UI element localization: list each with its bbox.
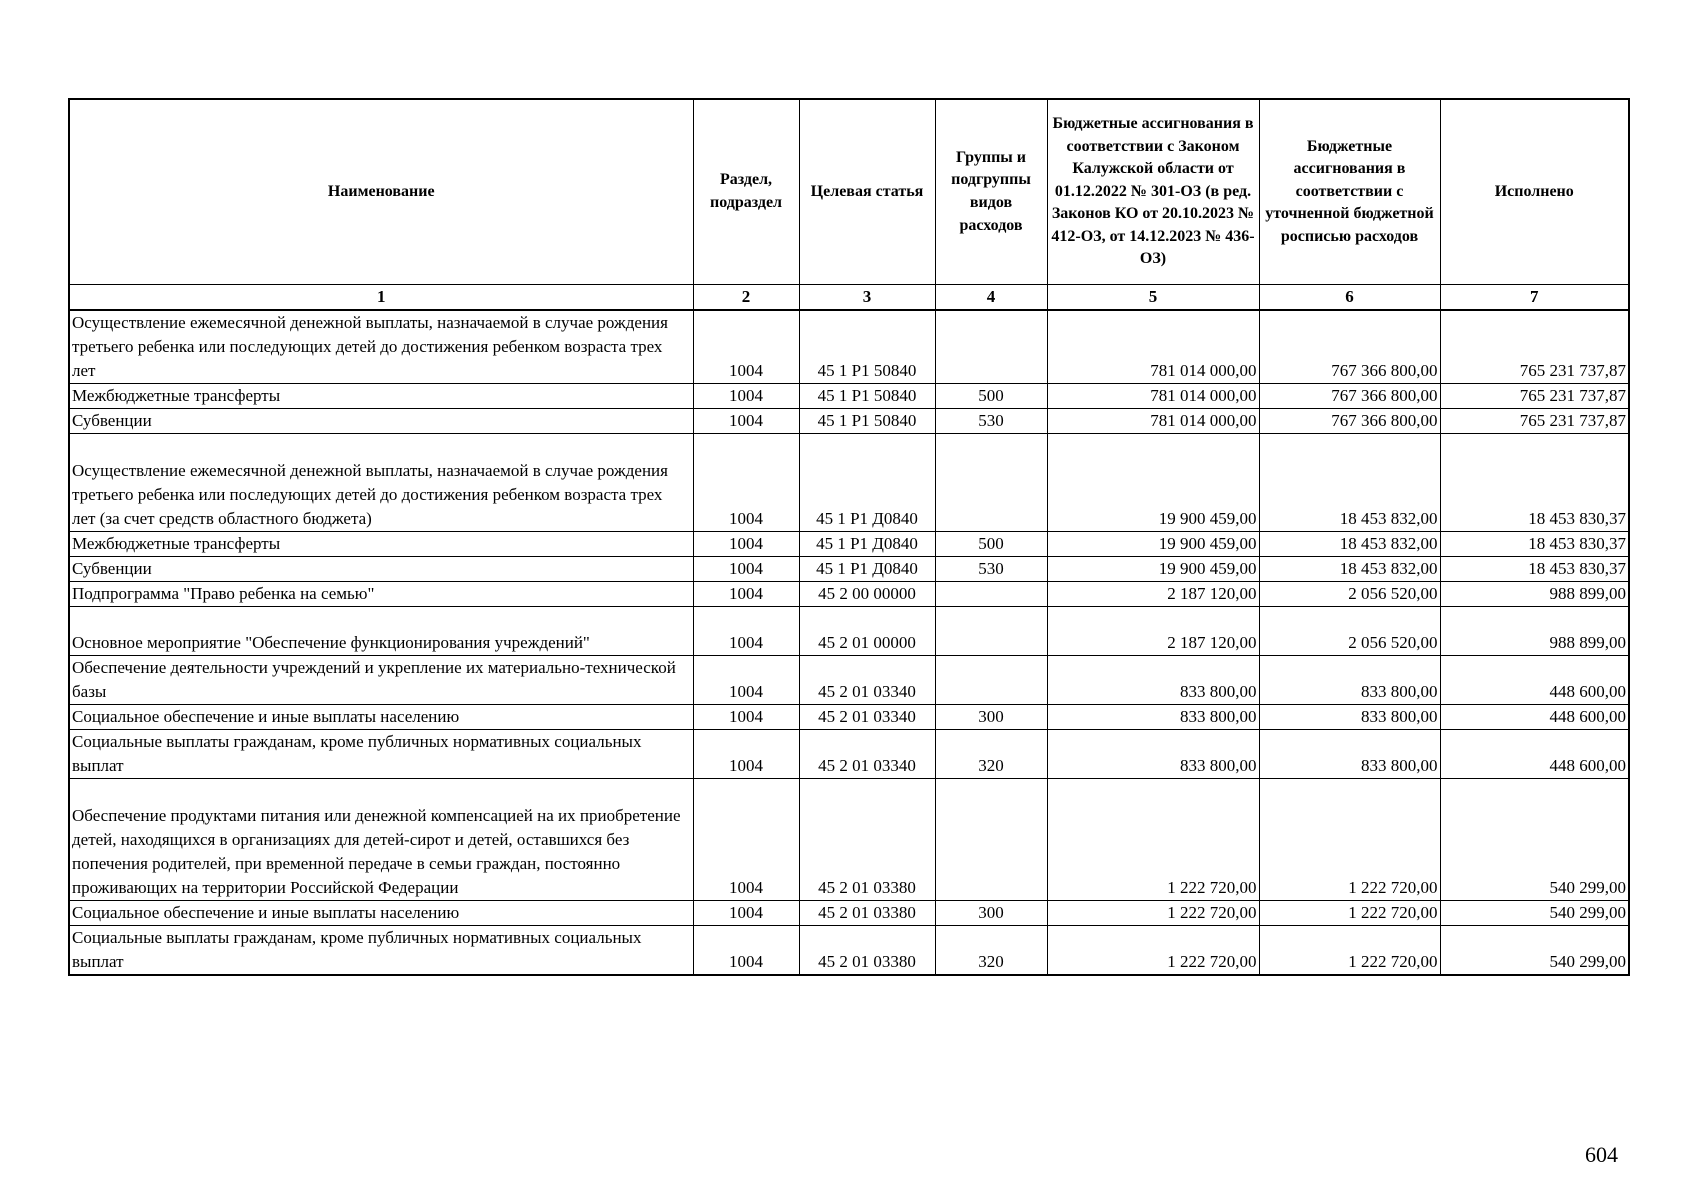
table-row — [69, 607, 1629, 656]
row-budget-plan: 1 222 720,00 — [1259, 901, 1440, 926]
row-target-article: 45 2 01 03340 — [799, 705, 935, 730]
row-target-article: 45 1 P1 Д0840 — [799, 434, 935, 532]
header-budget-plan: Бюджетные ассигнования в соответствии с уточненной бюджетной росписью расходов — [1259, 99, 1440, 285]
column-number: 2 — [693, 285, 799, 311]
row-budget-plan: 767 366 800,00 — [1259, 409, 1440, 434]
row-name: Социальные выплаты гражданам, кроме публичных нормативных социальных выплат — [69, 730, 693, 779]
row-name: Основное мероприятие "Обеспечение функционирования учреждений" — [69, 607, 693, 656]
row-budget-plan: 2 056 520,00 — [1259, 582, 1440, 607]
row-name: Межбюджетные трансферты — [69, 532, 693, 557]
row-section: 1004 — [693, 434, 799, 532]
column-number: 1 — [69, 285, 693, 311]
column-number-row — [69, 285, 1629, 311]
table-row — [69, 705, 1629, 730]
table-row — [69, 532, 1629, 557]
row-target-article: 45 1 P1 Д0840 — [799, 557, 935, 582]
header-section: Раздел, подраздел — [693, 99, 799, 285]
table-row — [69, 656, 1629, 705]
row-section: 1004 — [693, 779, 799, 901]
row-name: Осуществление ежемесячной денежной выплаты, назначаемой в случае рождения третьего ребенка или последующих детей до достижения ребенком возраста трех лет (за счет средств областного бюджета) — [69, 434, 693, 532]
row-budget-law: 19 900 459,00 — [1047, 532, 1259, 557]
table-row — [69, 409, 1629, 434]
row-section: 1004 — [693, 656, 799, 705]
row-target-article: 45 2 01 03340 — [799, 730, 935, 779]
row-budget-law: 2 187 120,00 — [1047, 607, 1259, 656]
row-executed: 18 453 830,37 — [1440, 434, 1629, 532]
table-row — [69, 901, 1629, 926]
row-section: 1004 — [693, 384, 799, 409]
column-number: 5 — [1047, 285, 1259, 311]
column-number: 7 — [1440, 285, 1629, 311]
row-expense-group: 320 — [935, 926, 1047, 976]
row-executed: 18 453 830,37 — [1440, 557, 1629, 582]
row-budget-plan: 833 800,00 — [1259, 656, 1440, 705]
row-target-article: 45 2 01 03380 — [799, 901, 935, 926]
row-budget-law: 833 800,00 — [1047, 705, 1259, 730]
row-budget-plan: 833 800,00 — [1259, 705, 1440, 730]
row-section: 1004 — [693, 730, 799, 779]
row-executed: 988 899,00 — [1440, 582, 1629, 607]
row-expense-group — [935, 582, 1047, 607]
header-expense-groups: Группы и подгруппы видов расходов — [935, 99, 1047, 285]
row-section: 1004 — [693, 310, 799, 384]
row-expense-group: 500 — [935, 384, 1047, 409]
row-target-article: 45 1 P1 50840 — [799, 384, 935, 409]
row-budget-plan: 1 222 720,00 — [1259, 779, 1440, 901]
row-target-article: 45 2 01 00000 — [799, 607, 935, 656]
row-name: Обеспечение деятельности учреждений и укрепление их материально-технической базы — [69, 656, 693, 705]
row-expense-group — [935, 656, 1047, 705]
row-target-article: 45 2 01 03380 — [799, 926, 935, 976]
column-number: 4 — [935, 285, 1047, 311]
row-executed: 448 600,00 — [1440, 730, 1629, 779]
row-section: 1004 — [693, 705, 799, 730]
row-expense-group: 320 — [935, 730, 1047, 779]
row-name: Обеспечение продуктами питания или денежной компенсацией на их приобретение детей, находящихся в организациях для детей-сирот и детей, оставшихся без попечения родителей, при временной передаче в семьи граждан, постоянно проживающих на территории Российской Федерации — [69, 779, 693, 901]
table-row — [69, 779, 1629, 901]
row-target-article: 45 2 01 03340 — [799, 656, 935, 705]
row-budget-plan: 18 453 832,00 — [1259, 557, 1440, 582]
row-budget-law: 1 222 720,00 — [1047, 926, 1259, 976]
header-target-article: Целевая статья — [799, 99, 935, 285]
row-budget-law: 781 014 000,00 — [1047, 409, 1259, 434]
row-expense-group — [935, 779, 1047, 901]
table-row — [69, 926, 1629, 976]
header-executed: Исполнено — [1440, 99, 1629, 285]
row-budget-plan: 767 366 800,00 — [1259, 310, 1440, 384]
row-section: 1004 — [693, 532, 799, 557]
row-budget-plan: 1 222 720,00 — [1259, 926, 1440, 976]
row-budget-law: 833 800,00 — [1047, 730, 1259, 779]
row-section: 1004 — [693, 557, 799, 582]
row-executed: 988 899,00 — [1440, 607, 1629, 656]
row-budget-law: 833 800,00 — [1047, 656, 1259, 705]
row-target-article: 45 1 P1 50840 — [799, 310, 935, 384]
row-section: 1004 — [693, 582, 799, 607]
row-executed: 765 231 737,87 — [1440, 409, 1629, 434]
header-name: Наименование — [69, 99, 693, 285]
row-executed: 540 299,00 — [1440, 926, 1629, 976]
row-section: 1004 — [693, 409, 799, 434]
row-expense-group — [935, 607, 1047, 656]
row-section: 1004 — [693, 901, 799, 926]
row-target-article: 45 2 00 00000 — [799, 582, 935, 607]
row-name: Социальные выплаты гражданам, кроме публичных нормативных социальных выплат — [69, 926, 693, 976]
row-budget-law: 19 900 459,00 — [1047, 434, 1259, 532]
row-section: 1004 — [693, 926, 799, 976]
row-executed: 448 600,00 — [1440, 656, 1629, 705]
page-number: 604 — [1585, 1142, 1618, 1167]
row-executed: 540 299,00 — [1440, 901, 1629, 926]
row-expense-group: 300 — [935, 705, 1047, 730]
row-name: Подпрограмма "Право ребенка на семью" — [69, 582, 693, 607]
row-budget-law: 19 900 459,00 — [1047, 557, 1259, 582]
table-row — [69, 730, 1629, 779]
row-budget-plan: 767 366 800,00 — [1259, 384, 1440, 409]
row-target-article: 45 2 01 03380 — [799, 779, 935, 901]
table-row — [69, 434, 1629, 532]
row-expense-group: 500 — [935, 532, 1047, 557]
row-name: Осуществление ежемесячной денежной выплаты, назначаемой в случае рождения третьего ребенка или последующих детей до достижения ребенком возраста трех лет — [69, 310, 693, 384]
row-budget-plan: 833 800,00 — [1259, 730, 1440, 779]
row-section: 1004 — [693, 607, 799, 656]
row-executed: 18 453 830,37 — [1440, 532, 1629, 557]
row-expense-group: 530 — [935, 409, 1047, 434]
budget-table-container — [68, 98, 1630, 976]
row-budget-plan: 18 453 832,00 — [1259, 532, 1440, 557]
row-budget-law: 2 187 120,00 — [1047, 582, 1259, 607]
table-row — [69, 557, 1629, 582]
row-expense-group: 300 — [935, 901, 1047, 926]
column-number: 6 — [1259, 285, 1440, 311]
row-target-article: 45 1 P1 Д0840 — [799, 532, 935, 557]
row-target-article: 45 1 P1 50840 — [799, 409, 935, 434]
row-budget-plan: 2 056 520,00 — [1259, 607, 1440, 656]
row-name: Межбюджетные трансферты — [69, 384, 693, 409]
row-executed: 765 231 737,87 — [1440, 384, 1629, 409]
row-executed: 448 600,00 — [1440, 705, 1629, 730]
table-row — [69, 384, 1629, 409]
row-expense-group — [935, 310, 1047, 384]
row-executed: 540 299,00 — [1440, 779, 1629, 901]
row-budget-law: 781 014 000,00 — [1047, 310, 1259, 384]
row-expense-group: 530 — [935, 557, 1047, 582]
header-budget-law: Бюджетные ассигнования в соответствии с Законом Калужской области от 01.12.2022 № 301-ОЗ (в ред. Законов КО от 20.10.2023 № 412-ОЗ, от 14.12.2023 № 436-ОЗ) — [1047, 99, 1259, 285]
row-expense-group — [935, 434, 1047, 532]
header-row — [69, 99, 1629, 285]
row-budget-law: 781 014 000,00 — [1047, 384, 1259, 409]
table-row — [69, 582, 1629, 607]
row-budget-law: 1 222 720,00 — [1047, 779, 1259, 901]
row-budget-plan: 18 453 832,00 — [1259, 434, 1440, 532]
row-name: Социальное обеспечение и иные выплаты населению — [69, 901, 693, 926]
budget-table — [68, 98, 1630, 976]
row-name: Социальное обеспечение и иные выплаты населению — [69, 705, 693, 730]
row-executed: 765 231 737,87 — [1440, 310, 1629, 384]
row-name: Субвенции — [69, 409, 693, 434]
row-budget-law: 1 222 720,00 — [1047, 901, 1259, 926]
column-number: 3 — [799, 285, 935, 311]
row-name: Субвенции — [69, 557, 693, 582]
table-row — [69, 310, 1629, 384]
